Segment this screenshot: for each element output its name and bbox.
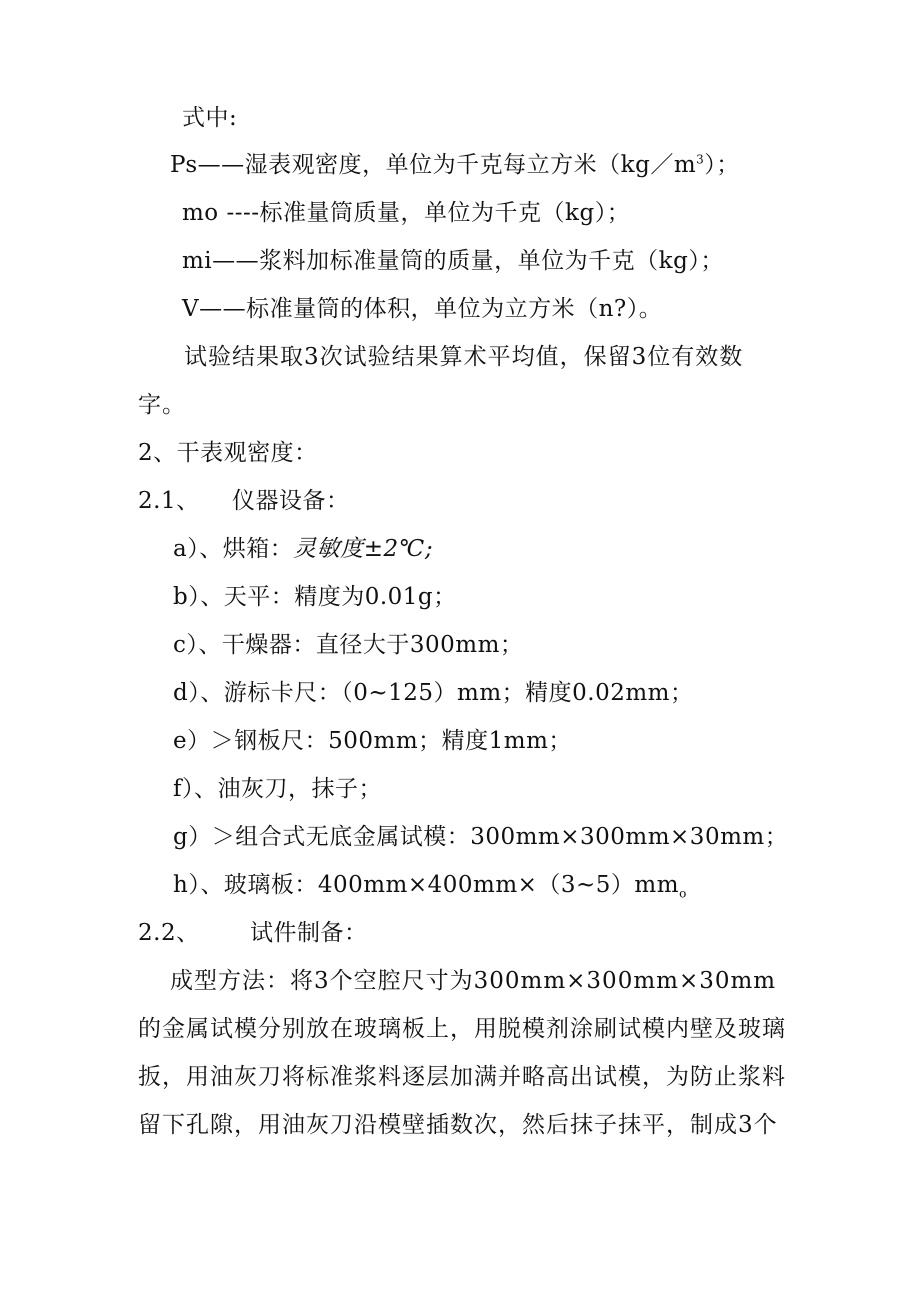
- definition-mo: mo ----标准量筒质量，单位为千克（kg）；: [182, 200, 631, 226]
- equipment-b: b）、天平：精度为0.01g；: [173, 584, 457, 610]
- section-2-1-number: 2.1、: [138, 488, 200, 514]
- equipment-h-text: h）、玻璃板：400mm×400mm×（3~5）mm: [173, 872, 680, 898]
- equipment-h-subscript: o: [679, 886, 687, 901]
- equipment-e: e）＞钢板尺：500mm；精度1mm；: [173, 728, 572, 754]
- equipment-d: d）、游标卡尺：（0~125）mm；精度0.02mm；: [173, 680, 694, 706]
- equipment-a: [173, 534, 433, 564]
- section-2-1-heading: [138, 486, 350, 516]
- formula-intro: 式中:: [182, 105, 238, 131]
- equipment-g: g）＞组合式无底金属试模：300mm×300mm×30mm；: [173, 824, 789, 850]
- equipment-f: f）、油灰刀，抹子；: [173, 776, 383, 802]
- definition-ps-text: Ps——湿表观密度，单位为千克每立方米（kg／m: [170, 152, 697, 178]
- definition-ps-superscript: 3: [696, 152, 705, 167]
- section-2-2-heading: [138, 918, 368, 948]
- definition-mi: mi——浆料加标准量筒的质量，单位为千克（kg）；: [182, 248, 724, 274]
- preparation-paragraph: 成型方法：将3个空腔尺寸为300mm×300mm×30mm的金属试模分别放在玻璃板上，用脱模剂涂刷试模内壁及玻璃扳，用油灰刀将标准浆料逐层加满并略高出试模，为防止浆料留下孔隙，用油灰刀沿模壁插数次，然后抹子抹平，制成3个: [138, 968, 786, 1138]
- section-2-1-title: 仪器设备：: [232, 488, 350, 514]
- definition-ps: [170, 150, 740, 180]
- section-2-title: 2、干表观密度：: [138, 440, 318, 466]
- definition-v: V——标准量筒的体积，单位为立方米（n?）。: [182, 296, 663, 322]
- equipment-a-sensitivity: 灵敏度±2℃;: [293, 536, 434, 562]
- equipment-c: c）、干燥器：直径大于300mm；: [173, 632, 524, 658]
- section-2-2-title: 试件制备：: [250, 920, 368, 946]
- equipment-h: [173, 870, 687, 900]
- equipment-a-label: a）、烘箱：: [173, 536, 294, 562]
- definition-ps-end: ）；: [704, 152, 740, 178]
- section-2-2-number: 2.2、: [138, 920, 200, 946]
- result-note: 试验结果取3次试验结果算术平均值，保留3位有效数字。: [138, 344, 744, 418]
